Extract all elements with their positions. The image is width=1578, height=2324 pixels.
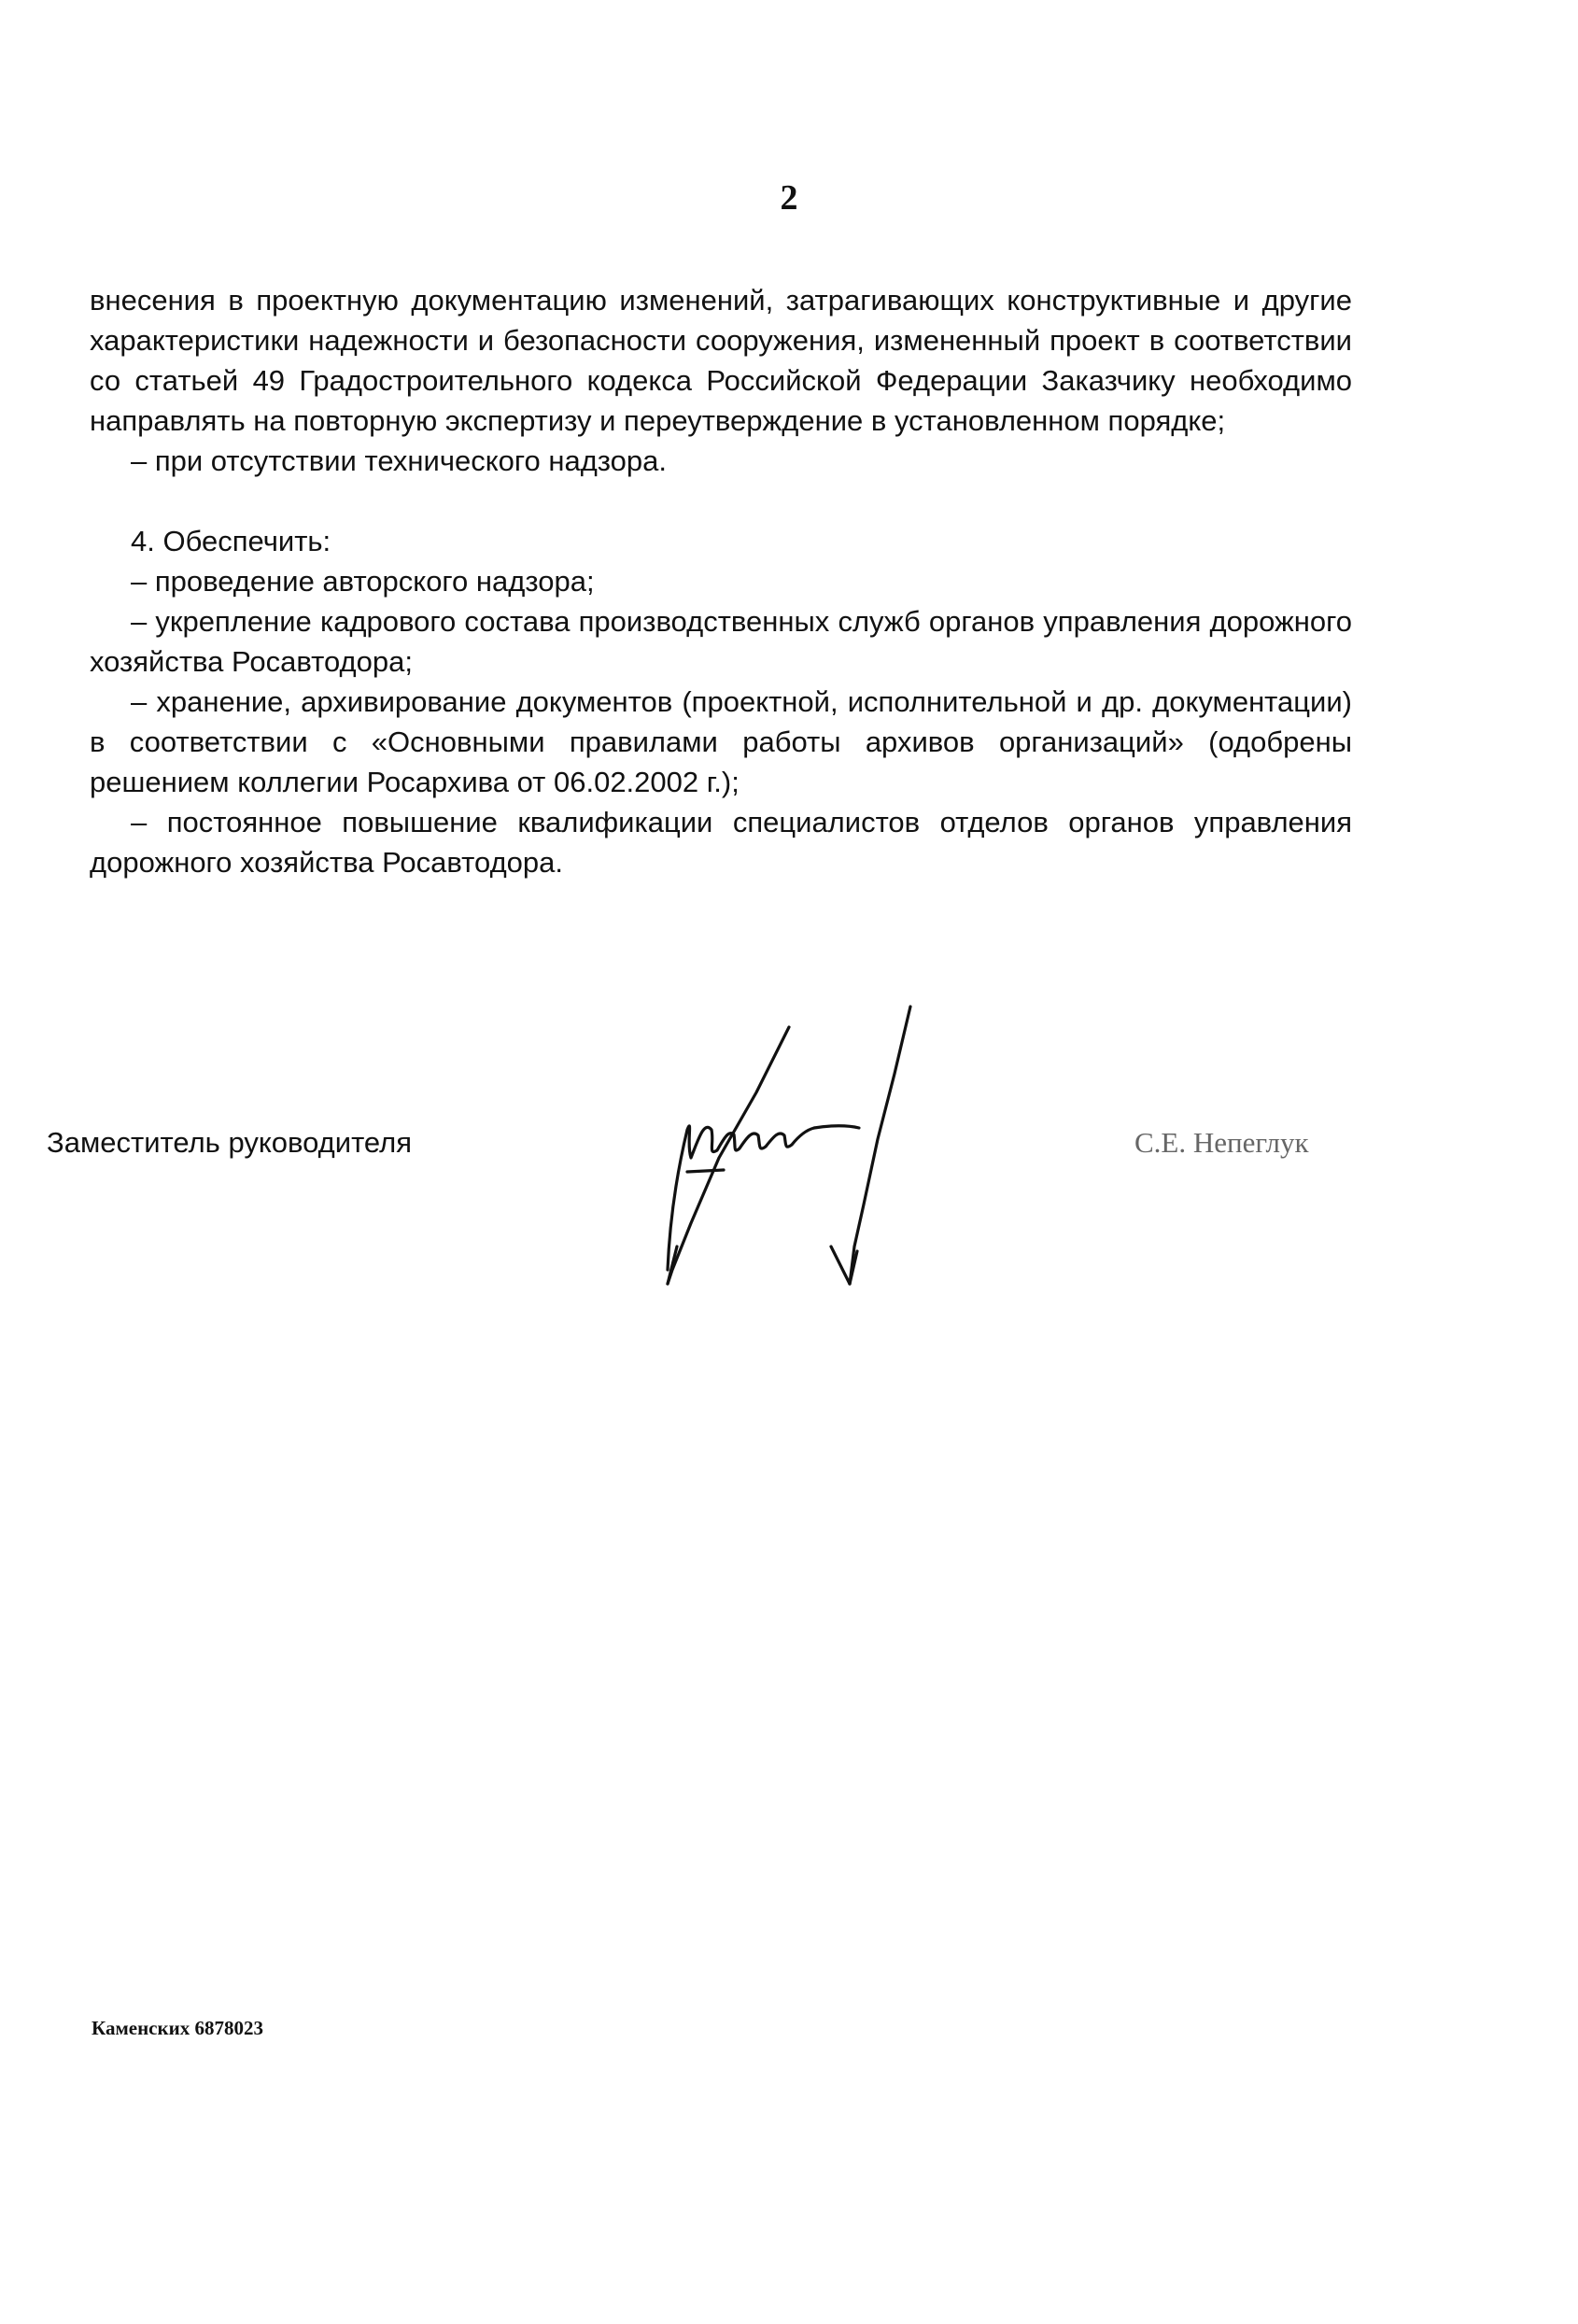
- list-item-qualification: – постоянное повышение квалификации специалистов отделов органов управления дорожного хозяйства Росавтодора.: [90, 806, 1352, 879]
- document-body: [90, 280, 1352, 882]
- paragraph-gap: [90, 481, 1352, 521]
- section-4-heading: 4. Обеспечить:: [131, 525, 331, 557]
- list-item-staff-strengthening: – укрепление кадрового состава производственных служб органов управления дорожного хозяйства Росавтодора;: [90, 605, 1352, 678]
- signatory-name: С.Е. Непеглук: [1134, 1126, 1309, 1159]
- executor-note: Каменских 6878023: [92, 2017, 263, 2039]
- paragraph-no-tech-supervision: – при отсутствии технического надзора.: [131, 444, 667, 477]
- paragraph-amendment-text: внесения в проектную документацию изменений, затрагивающих конструктивные и другие характеристики надежности и безопасности сооружения, измененный проект в соответствии со статьей 49 Градостроительного кодекса Российской Федерации Заказчику необходимо направлять на повторную экспертизу и переутверждение в установленном порядке;: [90, 284, 1352, 437]
- list-item-document-archiving: – хранение, архивирование документов (проектной, исполнительной и др. документации) в соответствии с «Основными правилами работы архивов организаций» (одобрены решением коллегии Росархива от 06.02.2002 г.);: [90, 685, 1352, 798]
- signatory-position: Заместитель руководителя: [47, 1126, 413, 1159]
- page-number: 2: [780, 178, 798, 218]
- list-item-author-supervision: – проведение авторского надзора;: [131, 565, 595, 598]
- handwritten-signature: [598, 990, 1046, 1307]
